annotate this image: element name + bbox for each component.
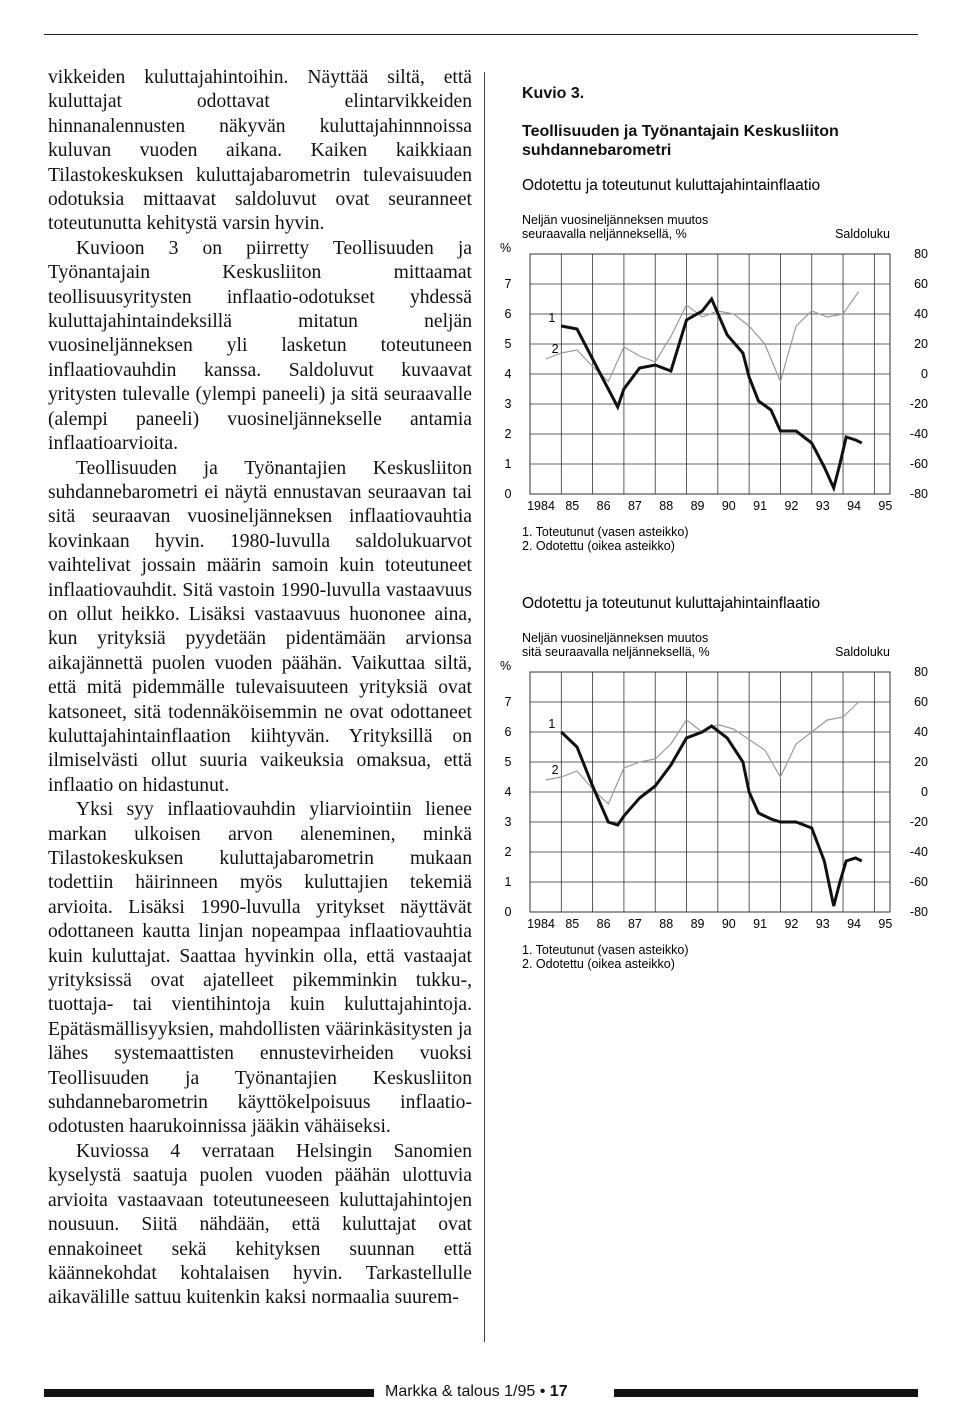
chart-title: Odotettu ja toteutunut kuluttajahintainflaatio: [522, 177, 821, 194]
paragraph: Teollisuuden ja Työnantajien Keskusliiton suhdannebarometri ei näytä ennustavan seuraavan tai sitä seuraavan vuosineljänneksen inflaatiovauhtia kovinkaan hyvin. 1980-luvulla saldolukuarvot vaihtelivat jossain määrin samoin kuin toteutuneet inflaatiovauhdit. Sitä vastoin 1990-luvulla vastaavuus on ollut heikko. Lisäksi vastaavuus huononee aina, kun yrityksiä pyydetään pidentämään arvionsa aikajännettä puolen vuoden päähän. Vaikuttaa siltä, että mitä pidemmälle tulevaisuuteen yrityksiä ovat katsoneet, sitä todennäköisemmin ne ovat odottaneet kuluttajahintainflaation kiihtyvän. Yrityksillä on ilmiselvästi ollut suuria vaikeuksia omaksua, että inflaatio on hidastunut.: [48, 457, 472, 796]
footer-text: [385, 1383, 568, 1401]
left-tick-label: 3: [504, 397, 512, 411]
x-tick-label: 94: [847, 917, 861, 931]
paragraph: Kuviossa 4 verrataan Helsingin Sanomien kyselystä saatuja puolen vuoden päähän ulottuvia arvioita vastaavaan toteutuneeseen kuluttajahintojen nousuun. Siitä nähdään, että kuluttajat ovat ennakoineet sekä kehityksen suunnan että käännekohdat kohtalaisen hyvin. Tarkastellulle aikavälille sattuu kuitenkin kaksi normaalia suurem-: [48, 1140, 472, 1309]
right-tick-label: -40: [909, 845, 928, 859]
chart-subtitle-line1: Neljän vuosineljänneksen muutos: [522, 631, 709, 645]
series-expected-label: 2: [551, 342, 559, 356]
figure-title: Teollisuuden ja Työnantajain Keskusliiton suhdannebarometri: [522, 123, 839, 159]
x-tick-label: 90: [721, 917, 736, 931]
chart-subtitle-line2: sitä seuraavalla neljänneksellä, %: [522, 645, 710, 659]
left-tick-label: 4: [504, 785, 512, 799]
left-tick-label: 2: [504, 845, 512, 859]
x-tick-label: 86: [596, 917, 611, 931]
right-tick-label: -60: [909, 875, 928, 889]
right-tick-label: 0: [921, 367, 928, 381]
paragraph: Yksi syy inflaatiovauhdin yliarviointiin lienee markan ulkoisen arvon aleneminen, minkä Tilastokeskuksen kuluttajabarometrin mukaan todettiin häirinneen myös kuluttajien tekemiä arvioita. Lisäksi 1990-luvulla yritykset näyttävät odottaneen kautta linjan nopeampaa inflaatiovauhtia kuin kuluttajat. Saattaa hyvinkin olla, että vastaajat yrityksissä ovat ajatelleet pikemminkin tukku-, tuottaja- tai vientihintoja kuin kuluttajahintoja. Epätäsmällisyyksien, mahdollisten väärinkäsitysten ja lähes systemaattisten ennustevirheiden vuoksi Teollisuuden ja Työnantajien Keskusliiton suhdannebarometrin käyttökelpoisuus inflaatio-odotusten haarukoinnissa jääkin vähäiseksi.: [48, 799, 472, 1138]
x-tick-label: 87: [627, 917, 642, 931]
chart-subtitle-line2: seuraavalla neljänneksellä, %: [522, 227, 687, 241]
left-axis-label: %: [500, 241, 512, 255]
x-tick-label: 95: [878, 917, 893, 931]
x-tick-label: 89: [690, 499, 705, 513]
figure-label: Kuvio 3.: [522, 85, 585, 102]
footer-bar-right: [614, 1389, 918, 1397]
x-tick-label: 93: [815, 499, 830, 513]
right-tick-label: 0: [921, 785, 928, 799]
legend-entry: 1. Toteutunut (vasen asteikko): [522, 525, 689, 539]
chart-title: Odotettu ja toteutunut kuluttajahintainflaatio: [522, 595, 821, 612]
x-tick-label: 92: [784, 499, 799, 513]
left-tick-label: 0: [504, 487, 512, 501]
x-tick-label: 90: [721, 499, 736, 513]
paragraph: Kuvioon 3 on piirretty Teollisuuden ja Työnantajain Keskusliiton mittaamat teollisuusyritysten inflaatio-odotukset yhdessä kuluttajahintaindeksillä mitatun neljän vuosineljänneksen yli lasketun toteutuneen inflaatiovauhdin kanssa. Saldoluvut kuvaavat yritysten tulevalle (ylempi paneeli) ja sitä seuraavalle (alempi paneeli) vuosineljännekselle antamia inflaatioarvioita.: [48, 237, 472, 455]
left-tick-label: 6: [504, 725, 512, 739]
x-tick-label: 94: [847, 499, 861, 513]
left-tick-label: 7: [504, 695, 512, 709]
right-tick-label: 20: [914, 337, 928, 351]
right-tick-label: -60: [909, 457, 928, 471]
right-tick-label: -80: [909, 905, 928, 919]
footer-page-number: 17: [549, 1383, 568, 1400]
left-axis-label: %: [500, 659, 512, 673]
right-axis-label: Saldoluku: [835, 227, 890, 241]
chart-lower-panel: [492, 594, 932, 984]
chart-subtitle-line1: Neljän vuosineljänneksen muutos: [522, 213, 709, 227]
right-tick-label: 60: [914, 277, 928, 291]
right-tick-label: -20: [909, 397, 928, 411]
x-tick-label: 95: [878, 499, 893, 513]
x-tick-label: 87: [627, 499, 642, 513]
legend-entry: 2. Odotettu (oikea asteikko): [522, 539, 675, 553]
left-tick-label: 7: [504, 277, 512, 291]
left-tick-label: 2: [504, 427, 512, 441]
x-tick-label: 1984: [527, 499, 555, 513]
series-actual-label: 1: [548, 717, 556, 731]
x-tick-label: 85: [565, 499, 580, 513]
x-tick-label: 88: [659, 499, 674, 513]
right-tick-label: 60: [914, 695, 928, 709]
right-tick-label: 80: [914, 247, 928, 261]
right-tick-label: 40: [914, 725, 928, 739]
left-tick-label: 0: [504, 905, 512, 919]
legend-entry: 2. Odotettu (oikea asteikko): [522, 957, 675, 971]
x-tick-label: 88: [659, 917, 674, 931]
right-tick-label: 40: [914, 307, 928, 321]
right-tick-label: -80: [909, 487, 928, 501]
x-tick-label: 1984: [527, 917, 555, 931]
right-axis-label: Saldoluku: [835, 645, 890, 659]
left-tick-label: 6: [504, 307, 512, 321]
x-tick-label: 93: [815, 917, 830, 931]
chart-svg-upper: [492, 176, 932, 566]
x-tick-label: 89: [690, 917, 705, 931]
x-tick-label: 92: [784, 917, 799, 931]
chart-svg-lower: [492, 594, 932, 984]
paragraph: vikkeiden kuluttajahintoihin. Näyttää siltä, että kuluttajat odottavat elintarvikkeiden hinnanalennusten näkyvän kuluttajahinnnoissa kuluvan vuoden aikana. Kaiken kaikkiaan Tilastokeskuksen kuluttajabarometrin tulevaisuuden odotuksia mittaavat saldoluvut ovat seuranneet toteutunutta kehitystä varsin hyvin.: [48, 67, 472, 235]
left-tick-label: 1: [504, 457, 512, 471]
right-tick-label: -40: [909, 427, 928, 441]
column-divider: [484, 72, 485, 1342]
x-tick-label: 86: [596, 499, 611, 513]
right-tick-label: 80: [914, 665, 928, 679]
x-tick-label: 85: [565, 917, 580, 931]
right-tick-label: -20: [909, 815, 928, 829]
left-tick-label: 4: [504, 367, 512, 381]
right-tick-label: 20: [914, 755, 928, 769]
left-tick-label: 5: [504, 755, 512, 769]
left-tick-label: 1: [504, 875, 512, 889]
chart-upper-panel: [492, 176, 932, 566]
footer-publication: Markka & talous 1/95 •: [385, 1383, 550, 1400]
x-tick-label: 91: [753, 917, 768, 931]
left-tick-label: 5: [504, 337, 512, 351]
left-tick-label: 3: [504, 815, 512, 829]
x-tick-label: 91: [753, 499, 768, 513]
legend-entry: 1. Toteutunut (vasen asteikko): [522, 943, 689, 957]
series-expected-label: 2: [551, 763, 559, 777]
series-actual-line: [561, 299, 862, 488]
series-actual-line: [561, 726, 862, 906]
top-rule: [44, 34, 918, 35]
series-actual-label: 1: [548, 311, 556, 325]
body-text-column: [48, 66, 472, 1311]
footer-bar-left: [44, 1389, 374, 1397]
